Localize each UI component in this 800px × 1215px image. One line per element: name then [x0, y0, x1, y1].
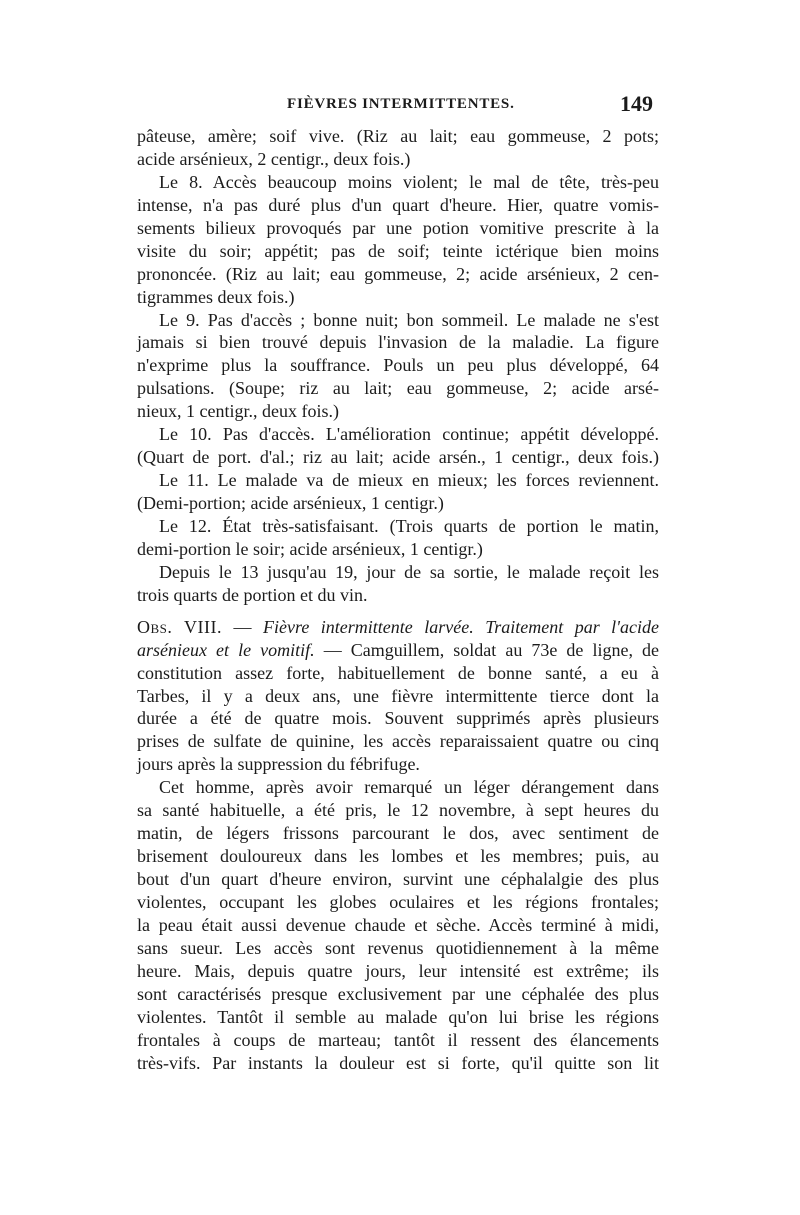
text-line: sa santé habituelle, a été pris, le 12 novembre, à sept heures du: [137, 800, 659, 821]
text-line: jamais si bien trouvé depuis l'invasion de la maladie. La figure: [137, 332, 659, 353]
text-line: Tarbes, il y a deux ans, une fièvre intermittente tierce dont la: [137, 685, 659, 706]
text-line: Le 9. Pas d'accès ; bonne nuit; bon sommeil. Le malade ne s'est: [159, 309, 659, 330]
text-line: brisement douloureux dans les lombes et les membres; puis, au: [137, 846, 659, 867]
text-line: heure. Mais, depuis quatre jours, leur intensité est extrême; ils: [137, 960, 659, 981]
observation-title-2: arsénieux et le vomitif.: [137, 639, 315, 660]
text-line: prononcée. (Riz au lait; eau gommeuse, 2; acide arsénieux, 2 cen-: [137, 263, 659, 284]
text-line: tigrammes deux fois.): [137, 286, 295, 307]
text-line: Le 8. Accès beaucoup moins violent; le mal de tête, très-peu: [159, 171, 659, 192]
text-line: intense, n'a pas duré plus d'un quart d'heure. Hier, quatre vomis-: [137, 194, 659, 215]
text-line: constitution assez forte, habituellement de bonne santé, a eu à: [137, 662, 659, 683]
running-title: FIÈVRES INTERMITTENTES.: [287, 96, 515, 112]
text-line: durée a été de quatre mois. Souvent supprimés après plusieurs: [137, 708, 659, 729]
text-line: matin, de légers frissons parcourant le dos, avec sentiment de: [137, 823, 659, 844]
observation-heading-cont: [137, 639, 659, 662]
text-line: visite du soir; appétit; pas de soif; teinte ictérique bien moins: [137, 240, 659, 261]
body-text: [137, 125, 659, 1074]
text-line: demi-portion le soir; acide arsénieux, 1 centigr.): [137, 538, 483, 559]
text-line: sements bilieux provoqués par une potion vomitive prescrite à la: [137, 217, 659, 238]
text-line: violentes. Tantôt il semble au malade qu'on lui brise les régions: [137, 1006, 659, 1027]
observation-label: Obs. VIII.: [137, 616, 223, 637]
page-number: 149: [620, 91, 653, 116]
text-line: violentes, occupant les globes oculaires et les régions frontales;: [137, 891, 659, 912]
text-line: Depuis le 13 jusqu'au 19, jour de sa sortie, le malade reçoit les: [159, 561, 659, 582]
text-line: trois quarts de portion et du vin.: [137, 584, 368, 605]
text-line: Le 12. État très-satisfaisant. (Trois quarts de portion le matin,: [159, 515, 659, 536]
text-line: sans sueur. Les accès sont revenus quotidiennement à la même: [137, 937, 659, 958]
text-line: (Quart de port. d'al.; riz au lait; acide arsén., 1 centigr., deux fois.): [137, 447, 659, 468]
text-line: frontales à coups de marteau; tantôt il ressent des élancements: [137, 1029, 659, 1050]
observation-title-1: Fièvre intermittente larvée. Traitement par l'acide: [263, 616, 660, 637]
observation-heading: Obs. VIII. — Fièvre intermittente larvée. Traitement par l'acide: [137, 616, 660, 637]
text-line: Cet homme, après avoir remarqué un léger dérangement dans: [159, 777, 659, 798]
text-line: pâteuse, amère; soif vive. (Riz au lait; eau gommeuse, 2 pots;: [137, 126, 659, 146]
text-line: bout d'un quart d'heure environ, survint une céphalalgie des plus: [137, 869, 659, 889]
text-line: Le 10. Pas d'accès. L'amélioration continue; appétit développé.: [159, 424, 659, 445]
text-line: — Camguillem, soldat au 73e de ligne, de: [323, 639, 660, 660]
text-line: jours après la suppression du fébrifuge.: [137, 754, 420, 775]
page-header: [137, 93, 659, 119]
text-line: n'exprime plus la souffrance. Pouls un peu plus développé, 64: [137, 355, 659, 376]
text-line: sont caractérisés presque exclusivement par une céphalée des plus: [137, 983, 659, 1004]
text-line: (Demi-portion; acide arsénieux, 1 centigr.): [137, 493, 444, 513]
text-line: très-vifs. Par instants la douleur est si forte, qu'il quitte son lit: [137, 1052, 659, 1073]
text-line: pulsations. (Soupe; riz au lait; eau gommeuse, 2; acide arsé-: [137, 378, 659, 399]
text-line: Le 11. Le malade va de mieux en mieux; les forces reviennent.: [159, 470, 659, 491]
text-line: prises de sulfate de quinine, les accès reparaissaient quatre ou cinq: [137, 731, 659, 752]
text-line: nieux, 1 centigr., deux fois.): [137, 401, 339, 422]
text-line: la peau était aussi devenue chaude et sèche. Accès terminé à midi,: [137, 914, 659, 935]
text-line: acide arsénieux, 2 centigr., deux fois.): [137, 148, 411, 169]
